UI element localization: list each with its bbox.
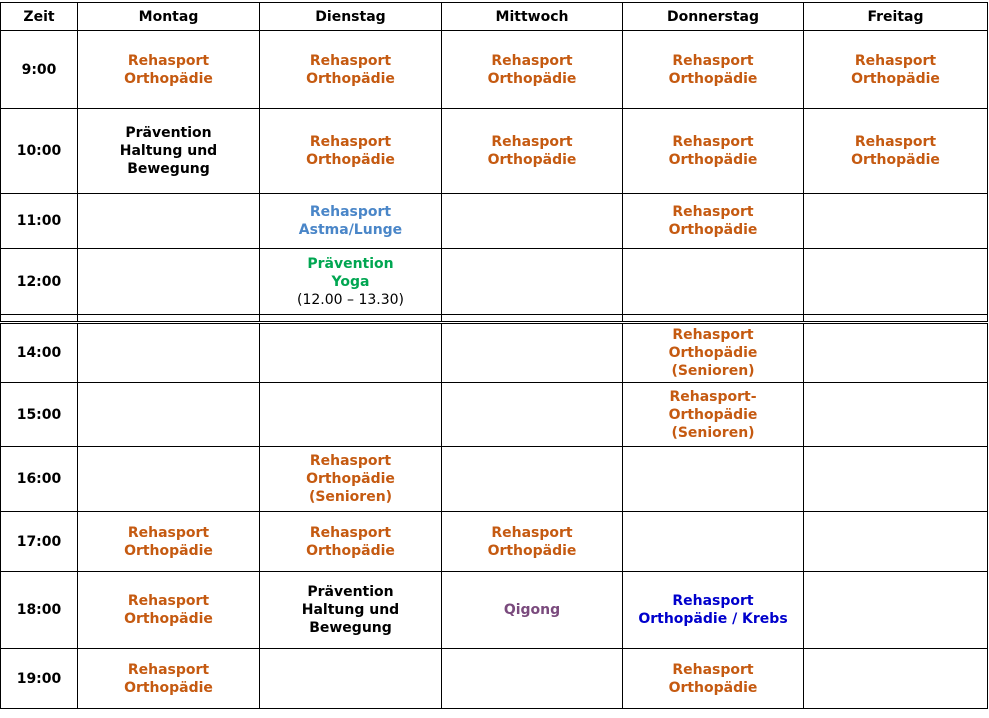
course-line: Orthopädie [306, 152, 395, 168]
course-line: Rehasport [127, 661, 210, 678]
header-zeit: Zeit [1, 3, 78, 31]
course-cell [260, 109, 442, 194]
separator-cell [78, 315, 260, 323]
course-cell [623, 109, 804, 194]
empty-cell [442, 383, 623, 447]
course-line: Rehasport [309, 524, 392, 541]
time-cell: 16:00 [1, 447, 78, 512]
empty-cell [260, 649, 442, 709]
table-row [1, 447, 988, 512]
empty-cell [804, 383, 988, 447]
time-cell: 10:00 [1, 109, 78, 194]
course-line: Orthopädie [124, 70, 213, 87]
empty-cell [804, 323, 988, 383]
course-line: Bewegung [127, 161, 210, 177]
course-cell [260, 194, 442, 249]
table-row [1, 512, 988, 572]
course-line: Rehasport [672, 327, 754, 343]
empty-cell [78, 194, 260, 249]
table-row [1, 109, 988, 194]
empty-cell [442, 249, 623, 315]
header-day-mittwoch: Mittwoch [442, 3, 623, 31]
empty-cell [804, 649, 988, 709]
course-line: Orthopädie [306, 542, 395, 559]
course-cell [442, 31, 623, 109]
time-cell: 9:00 [1, 31, 78, 109]
table-row [1, 572, 988, 649]
course-line: Rehasport [309, 453, 392, 469]
course-time-note: (12.00 – 13.30) [297, 291, 404, 308]
empty-cell [260, 383, 442, 447]
course-line: Orthopädie [487, 152, 577, 168]
course-cell [260, 512, 442, 572]
header-day-dienstag: Dienstag [260, 3, 442, 31]
course-cell [78, 31, 260, 109]
table-row [1, 249, 988, 315]
time-cell: 12:00 [1, 249, 78, 315]
course-line: Orthopädie [487, 70, 577, 87]
course-line: Astma/Lunge [298, 222, 403, 238]
empty-cell [78, 323, 260, 383]
course-line: (Senioren) [671, 424, 755, 441]
course-line: Rehasport [127, 524, 210, 541]
course-cell [260, 31, 442, 109]
course-line: Rehasport [491, 134, 573, 150]
empty-cell [442, 323, 623, 383]
separator-cell [804, 315, 988, 323]
separator-cell [442, 315, 623, 323]
empty-cell [260, 323, 442, 383]
course-line: Orthopädie [306, 70, 395, 87]
header-day-freitag: Freitag [804, 3, 988, 31]
schedule-table [0, 2, 988, 709]
time-cell: 14:00 [1, 323, 78, 383]
course-line: Rehasport [672, 593, 754, 609]
course-cell [442, 512, 623, 572]
empty-cell [78, 249, 260, 315]
separator-cell [1, 315, 78, 323]
empty-cell [623, 512, 804, 572]
separator-cell [260, 315, 442, 323]
course-cell [260, 447, 442, 512]
course-line: Rehasport [127, 593, 210, 609]
course-cell [623, 323, 804, 383]
header-day-montag: Montag [78, 3, 260, 31]
course-cell [78, 572, 260, 649]
empty-cell [804, 194, 988, 249]
course-line: Rehasport [854, 134, 937, 150]
course-line: Qigong [503, 602, 561, 618]
course-line: Orthopädie [124, 542, 213, 559]
empty-cell [804, 572, 988, 649]
course-line: Rehasport [491, 52, 573, 69]
course-line: Yoga [331, 273, 370, 290]
course-cell [623, 194, 804, 249]
course-cell [623, 383, 804, 447]
time-cell: 19:00 [1, 649, 78, 709]
course-line: Rehasport [309, 204, 392, 220]
course-line: Rehasport [309, 52, 392, 69]
course-line: Rehasport [672, 52, 754, 69]
course-line: Rehasport [672, 204, 754, 220]
course-line: Rehasport [672, 134, 754, 150]
course-cell [623, 31, 804, 109]
course-cell [260, 249, 442, 315]
course-cell [623, 572, 804, 649]
course-line: Bewegung [309, 620, 392, 636]
course-line: Orthopädie [124, 611, 213, 627]
separator-cell [623, 315, 804, 323]
course-line: Orthopädie [668, 152, 758, 168]
course-cell [442, 572, 623, 649]
course-line: Rehasport [854, 52, 937, 69]
empty-cell [804, 249, 988, 315]
empty-cell [623, 249, 804, 315]
course-line: Orthopädie / Krebs [638, 611, 788, 627]
course-line: Rehasport [672, 661, 754, 678]
empty-cell [78, 447, 260, 512]
course-line: Orthopädie [306, 471, 395, 487]
course-line: Rehasport [309, 134, 392, 150]
empty-cell [442, 447, 623, 512]
course-line: Prävention [125, 125, 212, 141]
course-line: Orthopädie [668, 345, 758, 361]
empty-cell [804, 512, 988, 572]
course-cell [78, 649, 260, 709]
course-line: Orthopädie [851, 70, 940, 87]
table-row [1, 383, 988, 447]
course-line: Orthopädie [668, 406, 758, 423]
header-row [1, 3, 988, 31]
course-line: Prävention [307, 255, 394, 272]
time-cell: 17:00 [1, 512, 78, 572]
time-cell: 15:00 [1, 383, 78, 447]
table-row [1, 323, 988, 383]
table-row [1, 31, 988, 109]
empty-cell [78, 383, 260, 447]
course-cell [78, 512, 260, 572]
course-line: Orthopädie [851, 152, 940, 168]
midday-separator [1, 315, 988, 323]
course-line: (Senioren) [308, 489, 393, 505]
course-line: Orthopädie [668, 222, 758, 238]
table-row [1, 194, 988, 249]
header-day-donnerstag: Donnerstag [623, 3, 804, 31]
table-row [1, 649, 988, 709]
course-line: Orthopädie [487, 542, 577, 559]
course-cell [78, 109, 260, 194]
time-cell: 11:00 [1, 194, 78, 249]
empty-cell [442, 194, 623, 249]
course-line: (Senioren) [671, 363, 755, 379]
course-cell [804, 31, 988, 109]
course-cell [804, 109, 988, 194]
course-line: Rehasport- [669, 388, 757, 405]
course-line: Rehasport [127, 52, 210, 69]
course-line: Rehasport [491, 524, 573, 541]
course-line: Haltung und [119, 143, 218, 159]
time-cell: 18:00 [1, 572, 78, 649]
empty-cell [442, 649, 623, 709]
course-line: Prävention [307, 584, 394, 600]
course-cell [442, 109, 623, 194]
course-cell [623, 649, 804, 709]
course-line: Orthopädie [124, 679, 213, 696]
course-line: Orthopädie [668, 679, 758, 696]
course-line: Orthopädie [668, 70, 758, 87]
course-cell [260, 572, 442, 649]
course-line: Haltung und [301, 602, 400, 618]
empty-cell [623, 447, 804, 512]
empty-cell [804, 447, 988, 512]
